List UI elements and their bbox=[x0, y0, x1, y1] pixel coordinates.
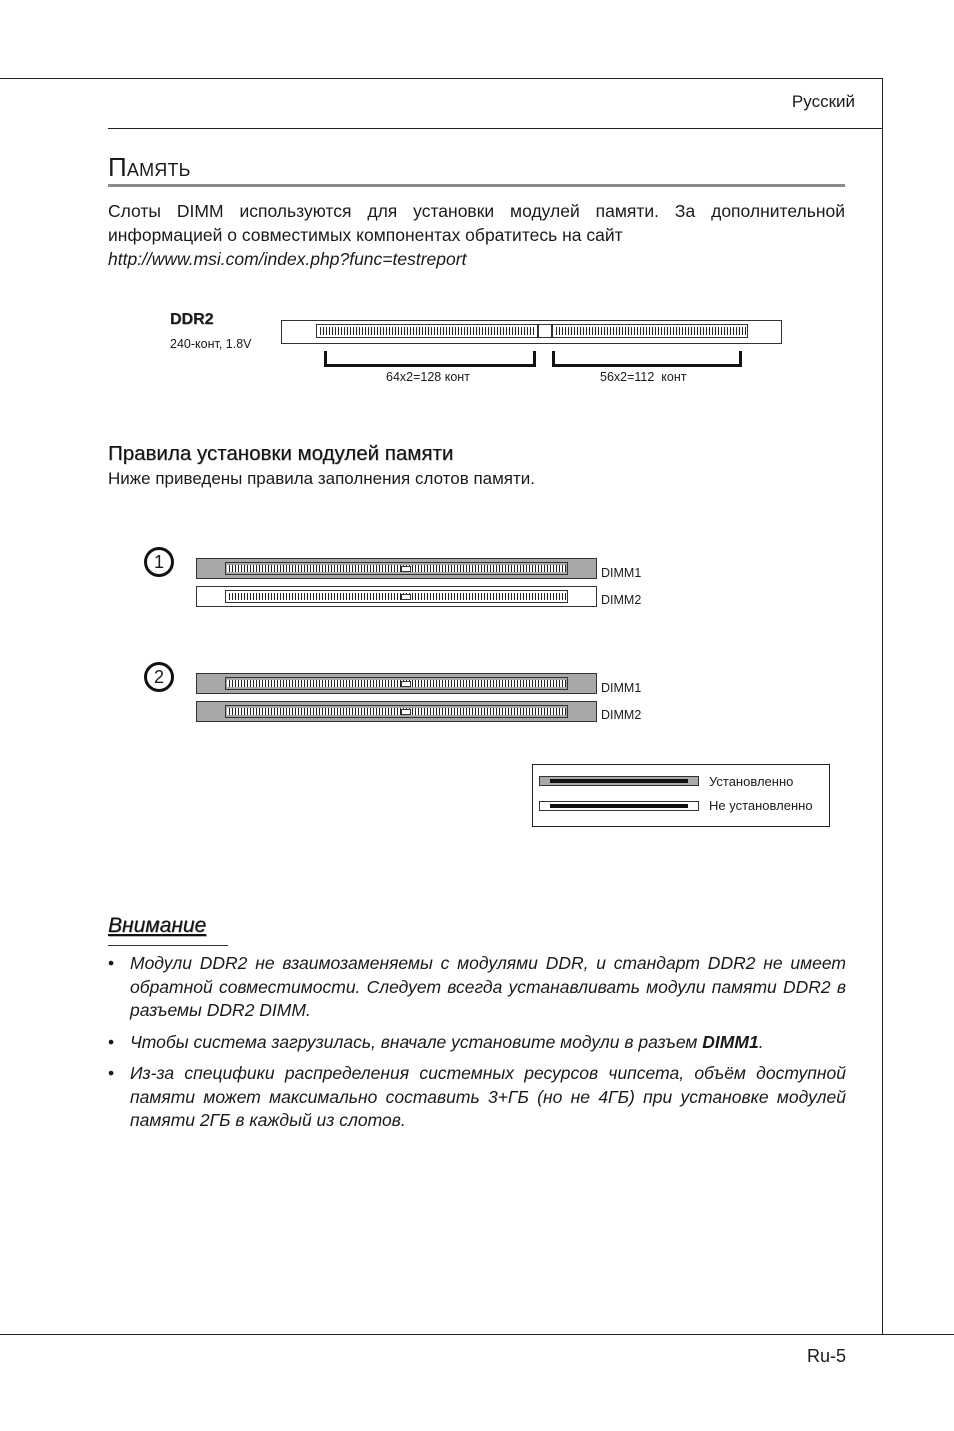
left-pins-bracket bbox=[324, 351, 536, 367]
ddr2-notch bbox=[538, 324, 552, 338]
attention-list bbox=[108, 952, 846, 1141]
ddr2-module bbox=[281, 320, 782, 344]
config2-dimm1-label: DIMM1 bbox=[601, 681, 642, 695]
config-number-2: 2 bbox=[144, 662, 174, 692]
bullet-dot: • bbox=[108, 1031, 115, 1052]
section-title-underline bbox=[108, 184, 845, 187]
rules-title: Правила установки модулей памяти bbox=[108, 442, 454, 465]
legend-installed-label: Установленно bbox=[709, 774, 794, 789]
section-title: Память bbox=[108, 152, 191, 182]
testreport-url[interactable]: http://www.msi.com/index.php?func=testreport bbox=[108, 249, 467, 269]
right-pins-count: 56x2=112 конт bbox=[600, 370, 687, 384]
config-number-1: 1 bbox=[144, 547, 174, 577]
config1-dimm2-slot bbox=[196, 586, 597, 607]
attention-bullet-3-text: Из-за специфики распределения системных ресурсов чипсета, объём доступной памяти может максимально составить 3+ГБ (но не 4ГБ) при установке модулей памяти 2ГБ в каждый из слотов. bbox=[130, 1063, 846, 1130]
ddr2-pins-right bbox=[552, 324, 748, 338]
attention-bullet-2-text: Чтобы система загрузилась, вначале установите модули в разъем bbox=[130, 1031, 703, 1052]
left-pins-count: 64x2=128 конт bbox=[386, 370, 470, 384]
top-rule bbox=[0, 78, 882, 79]
legend-not-installed-label: Не установленно bbox=[709, 798, 813, 813]
right-pins-bracket bbox=[552, 351, 742, 367]
bottom-rule bbox=[0, 1334, 954, 1335]
config1-dimm1-label: DIMM1 bbox=[601, 566, 642, 580]
attention-bullet-2-end: . bbox=[758, 1031, 764, 1052]
config2-dimm2-label: DIMM2 bbox=[601, 708, 642, 722]
config1-dimm2-label: DIMM2 bbox=[601, 593, 642, 607]
config2-dimm1-slot bbox=[196, 673, 597, 694]
rules-description: Ниже приведены правила заполнения слотов памяти. bbox=[108, 469, 536, 488]
ddr2-pins-left bbox=[316, 324, 538, 338]
ddr2-label: DDR2 bbox=[170, 311, 214, 328]
header-underline bbox=[108, 128, 882, 129]
legend-box bbox=[532, 764, 830, 827]
legend-not-installed-swatch bbox=[539, 801, 699, 811]
attention-title: Внимание bbox=[108, 914, 207, 937]
config1-dimm1-slot bbox=[196, 558, 597, 579]
ddr2-spec: 240-конт, 1.8V bbox=[170, 337, 252, 351]
legend-installed-swatch bbox=[539, 776, 699, 786]
attention-bullet-2-bold: DIMM1 bbox=[702, 1031, 759, 1052]
language-label: Русский bbox=[791, 92, 855, 111]
attention-bullet-1 bbox=[108, 952, 846, 1023]
attention-bullet-1-text: Модули DDR2 не взаимозаменяемы с модулями DDR, и стандарт DDR2 не имеет обратной совместимости. Следует всегда устанавливать модули памяти DDR2 в разъемы DDR2 DIMM. bbox=[130, 953, 846, 1020]
intro-paragraph: Слоты DIMM используются для установки модулей памяти. За дополнительной информацией о совместимых компонентах обратитесь на сайт bbox=[108, 201, 845, 245]
config2-dimm2-slot bbox=[196, 701, 597, 722]
right-rule bbox=[882, 78, 883, 1335]
attention-bullet-3 bbox=[108, 1062, 846, 1133]
attention-underline bbox=[108, 945, 228, 946]
page-number: Ru-5 bbox=[806, 1346, 846, 1366]
bullet-dot: • bbox=[108, 1063, 115, 1083]
bullet-dot: • bbox=[108, 953, 115, 973]
attention-bullet-2 bbox=[108, 1031, 846, 1055]
